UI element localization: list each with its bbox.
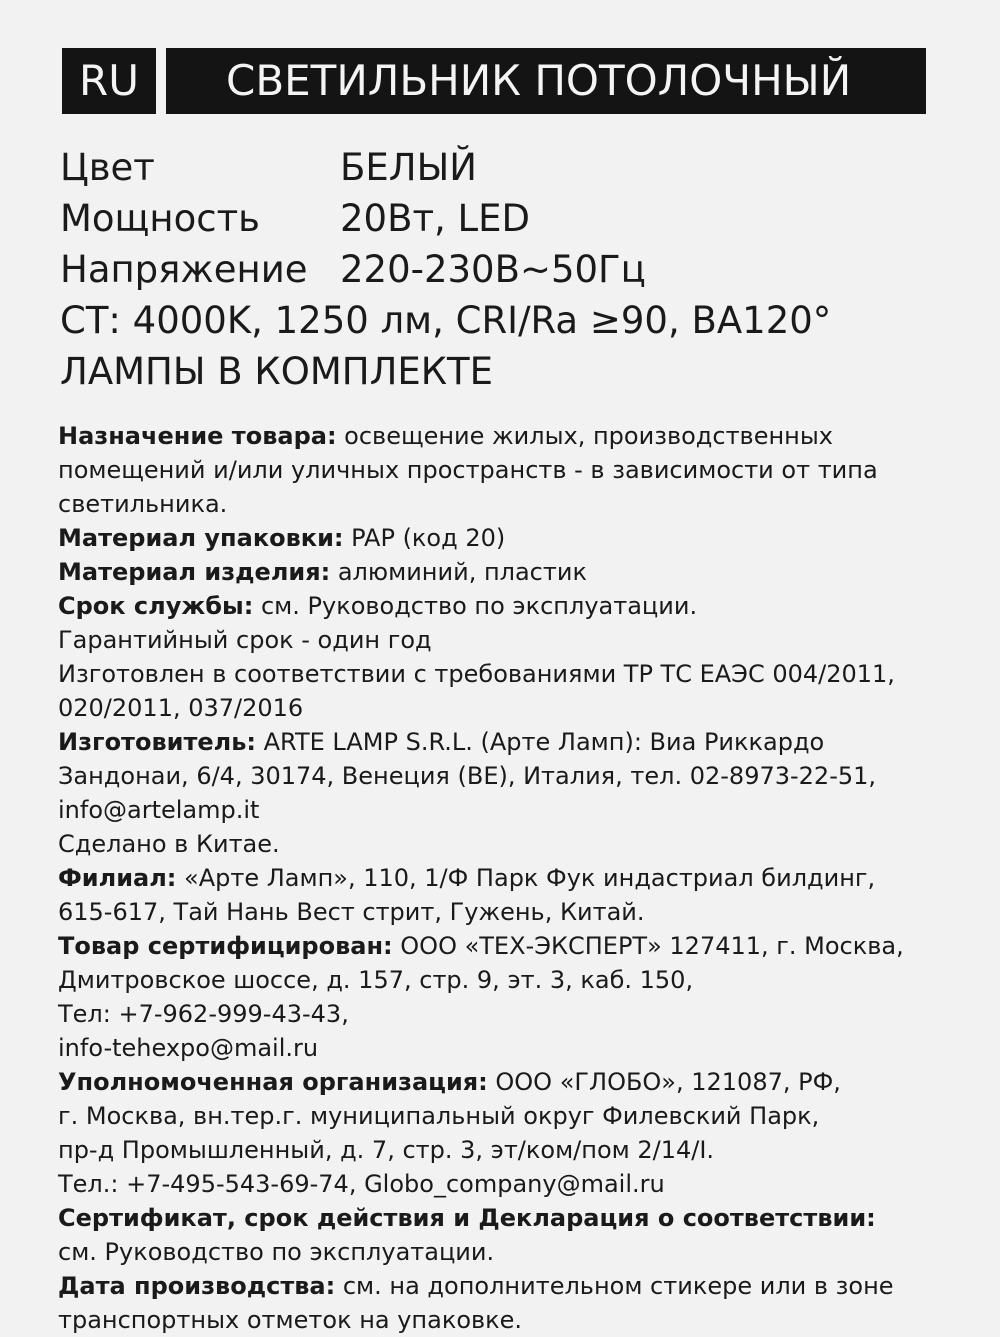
branch-text: «Арте Ламп», 110, 1/Ф Парк Фук индастриал билдинг, — [176, 864, 876, 892]
certificate-cont: см. Руководство по эксплуатации. — [58, 1238, 495, 1266]
product-title: СВЕТИЛЬНИК ПОТОЛОЧНЫЙ — [166, 48, 926, 114]
material-line — [58, 555, 948, 589]
certificate-label: Сертификат, срок действия и Декларация о соответствии: — [58, 1204, 876, 1232]
date-cont: транспортных отметок на упаковке. — [58, 1306, 523, 1334]
spec-label: Цвет — [60, 146, 155, 189]
org-contact: Тел.: +7-495-543-69-74, Globo_company@mail.ru — [58, 1170, 665, 1198]
purpose-cont-1: помещений и/или уличных пространств - в зависимости от типа — [58, 456, 878, 484]
purpose-cont-2: светильника. — [58, 490, 228, 518]
spec-ct-line: СТ: 4000K, 1250 лм, CRI/Ra ≥90, BA120° — [60, 299, 832, 342]
date-text: см. на дополнительном стикере или в зоне — [335, 1272, 894, 1300]
manufacturer-text: ARTE LAMP S.R.L. (Арте Ламп): Виа Риккардо — [256, 728, 825, 756]
cert-email: info-tehexpo@mail.ru — [58, 1034, 319, 1062]
cert-label: Товар сертифицирован: — [58, 932, 393, 960]
packaging-text: PAP (код 20) — [343, 524, 506, 552]
purpose-label: Назначение товара: — [58, 422, 337, 450]
cert-phone: Тел: +7-962-999-43-43, — [58, 1000, 349, 1028]
warranty-line: Гарантийный срок - один год — [58, 626, 432, 654]
manufacturer-cont-1: Зандонаи, 6/4, 30174, Венеция (ВЕ), Италия, тел. 02-8973-22-51, — [58, 762, 877, 790]
cert-text: ООО «ТЕХ-ЭКСПЕРТ» 127411, г. Москва, — [392, 932, 904, 960]
org-label: Уполномоченная организация: — [58, 1068, 488, 1096]
purpose-text: освещение жилых, производственных — [336, 422, 833, 450]
cert-cont-1: Дмитровское шоссе, д. 157, стр. 9, эт. 3, каб. 150, — [58, 966, 694, 994]
header — [62, 48, 926, 114]
compliance-line-1: Изготовлен в соответствии с требованиями ТР ТС ЕАЭС 004/2011, — [58, 660, 895, 688]
org-cont-1: г. Москва, вн.тер.г. муниципальный округ Филевский Парк, — [58, 1102, 820, 1130]
branch-line — [58, 861, 948, 895]
manufacturer-label: Изготовитель: — [58, 728, 256, 756]
org-line — [58, 1065, 948, 1099]
spec-value: 20Вт, LED — [340, 197, 531, 240]
lifetime-label: Срок службы: — [58, 592, 254, 620]
branch-label: Филиал: — [58, 864, 177, 892]
spec-label: Мощность — [60, 197, 260, 240]
date-label: Дата производства: — [58, 1272, 336, 1300]
details-block — [58, 419, 948, 1337]
lifetime-text: см. Руководство по эксплуатации. — [253, 592, 698, 620]
date-line — [58, 1269, 948, 1303]
spec-value: 220-230В~50Гц — [340, 248, 646, 291]
spec-label: Напряжение — [60, 248, 308, 291]
cert-line — [58, 929, 948, 963]
packaging-line — [58, 521, 948, 555]
purpose-line — [58, 419, 948, 453]
spec-power — [60, 193, 960, 244]
org-text: ООО «ГЛОБО», 121087, РФ, — [487, 1068, 841, 1096]
org-cont-2: пр-д Промышленный, д. 7, стр. 3, эт/ком/пом 2/14/I. — [58, 1136, 715, 1164]
packaging-label: Материал упаковки: — [58, 524, 344, 552]
language-badge: RU — [62, 48, 156, 114]
certificate-line — [58, 1201, 948, 1235]
material-text: алюминий, пластик — [330, 558, 587, 586]
material-label: Материал изделия: — [58, 558, 331, 586]
branch-cont: 615-617, Тай Нань Вест стрит, Гужень, Китай. — [58, 898, 645, 926]
manufacturer-line — [58, 725, 948, 759]
spec-voltage — [60, 244, 960, 295]
lifetime-line — [58, 589, 948, 623]
spec-kit-line: ЛАМПЫ В КОМПЛЕКТЕ — [60, 350, 494, 393]
spec-color — [60, 142, 960, 193]
compliance-line-2: 020/2011, 037/2016 — [58, 694, 304, 722]
manufacturer-email: info@artelamp.it — [58, 796, 260, 824]
specs-block — [60, 142, 960, 397]
made-in-line: Сделано в Китае. — [58, 830, 280, 858]
spec-value: БЕЛЫЙ — [340, 146, 477, 189]
